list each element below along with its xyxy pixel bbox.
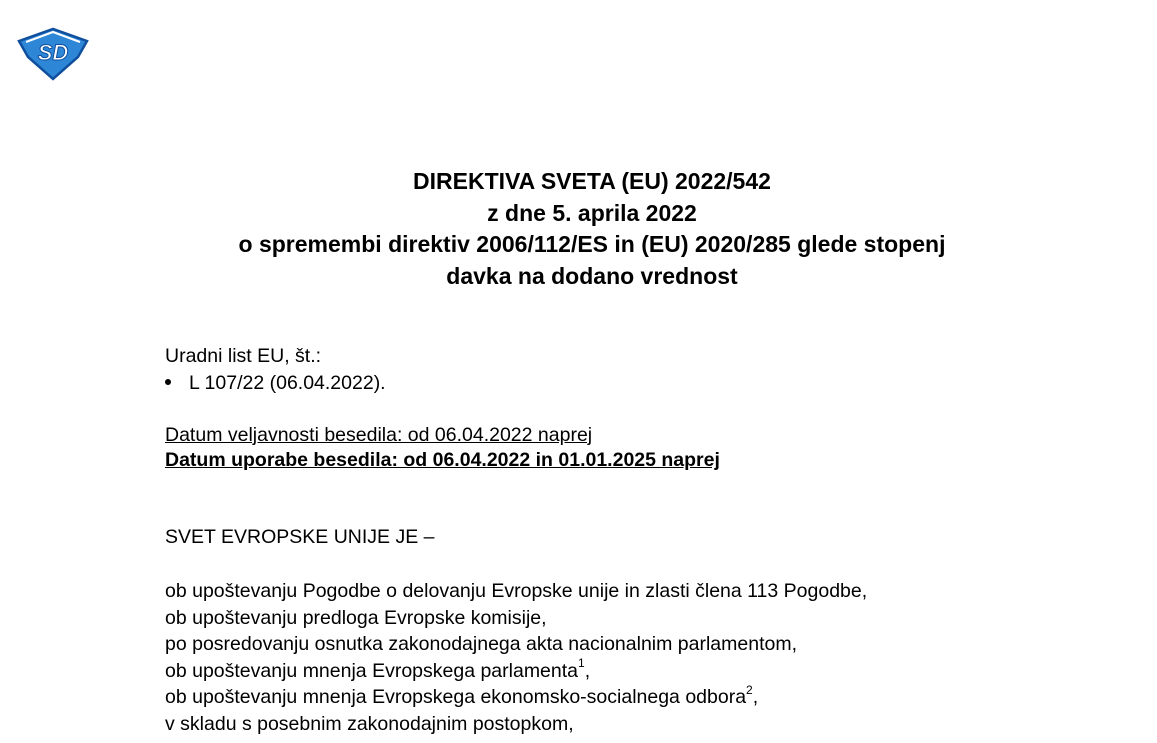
recital-item	[165, 631, 867, 658]
recital-item	[165, 658, 867, 685]
recital-text: ob upoštevanju Pogodbe o delovanju Evropske unije in zlasti člena 113 Pogodbe,	[165, 580, 868, 602]
title-line-4: davka na dodano vrednost	[446, 262, 738, 289]
recital-item	[165, 711, 867, 738]
recital-text: ob upoštevanju mnenja Evropskega parlamenta	[165, 659, 579, 682]
logo-lettering: SD	[37, 40, 69, 65]
document-title	[0, 166, 1157, 292]
recital-text: ob upoštevanju mnenja Evropskega ekonomsko-socialnega odbora	[165, 686, 747, 708]
recital-punctuation: ,	[584, 659, 591, 682]
recital-item	[165, 578, 867, 605]
council-heading: SVET EVROPSKE UNIJE JE –	[165, 526, 435, 548]
bullet-icon	[165, 379, 171, 385]
recital-text: ob upoštevanju predloga Evropske komisije,	[165, 606, 547, 629]
title-line-3: o spremembi direktiv 2006/112/ES in (EU) 2020/285 glede stopenj	[238, 231, 946, 257]
journal-entry-text: L 107/22 (06.04.2022).	[189, 372, 386, 394]
title-line-2: z dne 5. aprila 2022	[487, 199, 697, 226]
recital-punctuation: ,	[752, 686, 759, 708]
application-date: Datum uporabe besedila: od 06.04.2022 in 01.01.2025 naprej	[165, 449, 720, 471]
recital-text: po posredovanju osnutka zakonodajnega akta nacionalnim parlamentom,	[165, 633, 797, 655]
sd-logo-icon	[16, 27, 90, 81]
title-line-1: DIREKTIVA SVETA (EU) 2022/542	[413, 168, 771, 194]
footnote-ref-link[interactable]: 2	[746, 682, 753, 697]
journal-label: Uradni list EU, št.:	[165, 345, 322, 367]
recital-item	[165, 684, 867, 711]
recital-text: v skladu s posebnim zakonodajnim postopkom,	[165, 712, 574, 735]
recitals-list	[165, 578, 867, 737]
validity-date: Datum veljavnosti besedila: od 06.04.2022 naprej	[165, 424, 593, 446]
journal-entry	[165, 370, 386, 396]
footnote-ref-link[interactable]: 1	[578, 656, 585, 670]
recital-item	[165, 605, 867, 632]
